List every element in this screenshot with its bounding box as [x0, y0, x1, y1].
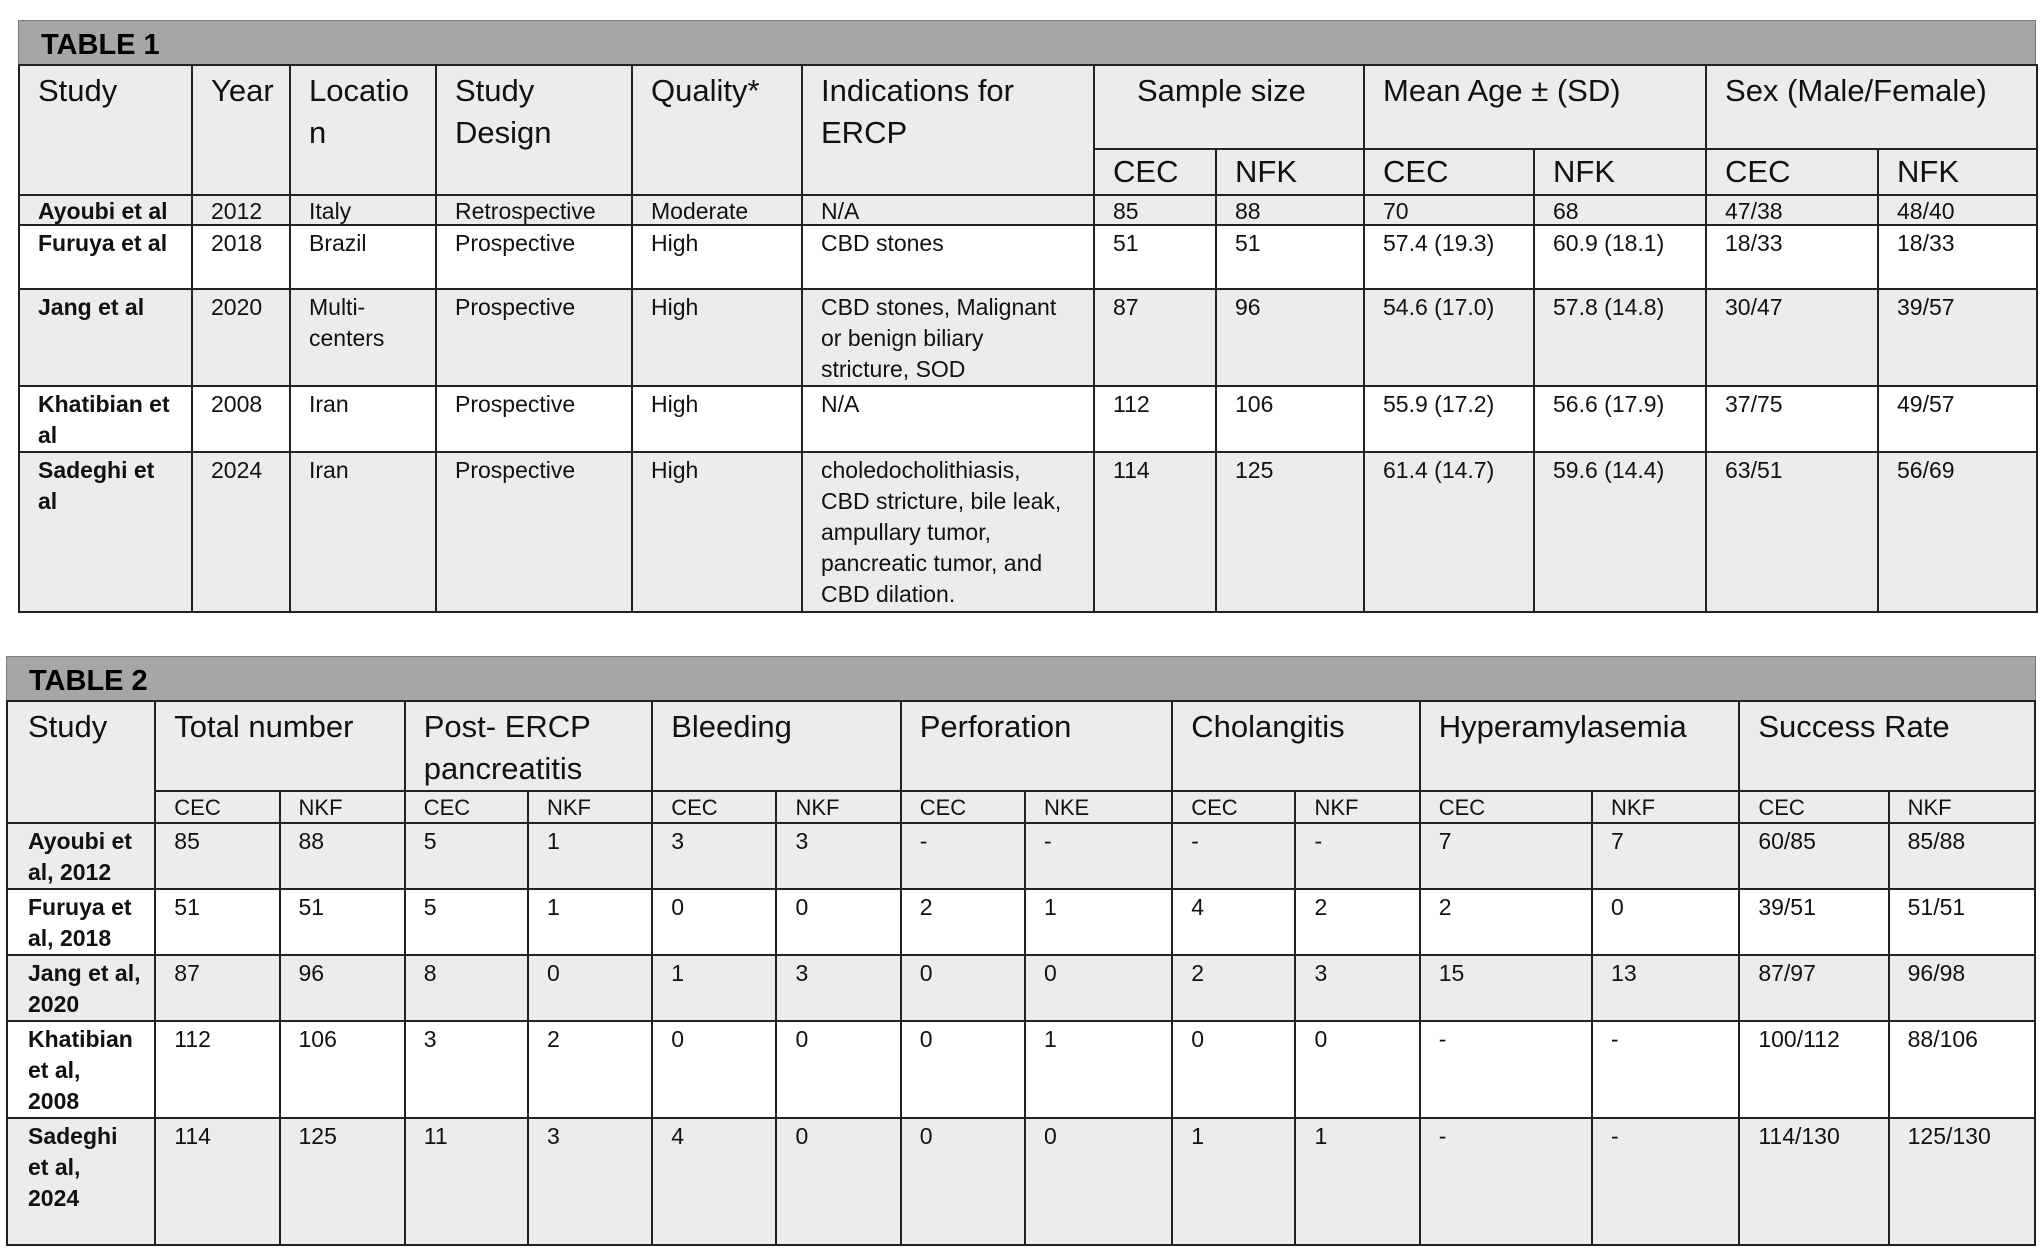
table-row [19, 386, 2037, 452]
t1-subheader-sex-nfk: NFK [1878, 149, 2037, 195]
t1-cell-indications: N/A [802, 195, 1094, 225]
t1-header-year: Year [192, 65, 290, 195]
t2-cell-value: 0 [776, 1021, 900, 1118]
t2-subheader-cec: CEC [1420, 791, 1592, 823]
t1-cell-year: 2024 [192, 452, 290, 612]
t2-cell-value: 2 [528, 1021, 652, 1118]
t2-subheader-nkf: NKF [1592, 791, 1739, 823]
t2-cell-value: 88/106 [1889, 1021, 2035, 1118]
t1-cell-age-nfk: 60.9 (18.1) [1534, 225, 1706, 289]
t2-cell-value: 0 [1592, 889, 1739, 955]
t2-cell-value: 3 [405, 1021, 528, 1118]
t2-cell-value: 125 [280, 1118, 405, 1245]
t1-cell-sex-cec: 18/33 [1706, 225, 1878, 289]
table-row [7, 955, 2035, 1021]
t2-cell-value: 5 [405, 823, 528, 889]
t1-cell-location: Iran [290, 452, 436, 612]
t1-cell-sample-cec: 51 [1094, 225, 1216, 289]
t2-cell-value: 100/112 [1739, 1021, 1888, 1118]
t1-cell-age-cec: 54.6 (17.0) [1364, 289, 1534, 386]
t1-cell-sex-cec: 63/51 [1706, 452, 1878, 612]
t1-cell-sex-nfk: 39/57 [1878, 289, 2037, 386]
t2-subheader-cec: CEC [1172, 791, 1295, 823]
t1-cell-design: Prospective [436, 452, 632, 612]
t1-cell-design: Retrospective [436, 195, 632, 225]
t1-cell-quality: High [632, 452, 802, 612]
t2-cell-value: 2 [1172, 955, 1295, 1021]
t2-cell-value: 96/98 [1889, 955, 2035, 1021]
t1-cell-indications: CBD stones [802, 225, 1094, 289]
t1-header-indications: Indications for ERCP [802, 65, 1094, 195]
t1-cell-sex-nfk: 56/69 [1878, 452, 2037, 612]
t1-cell-location: Italy [290, 195, 436, 225]
t1-cell-sex-cec: 47/38 [1706, 195, 1878, 225]
t1-cell-sample-nfk: 88 [1216, 195, 1364, 225]
t2-header-study: Study [7, 701, 155, 823]
t1-cell-age-cec: 55.9 (17.2) [1364, 386, 1534, 452]
t2-cell-value: 1 [652, 955, 776, 1021]
t1-subheader-sample-nfk: NFK [1216, 149, 1364, 195]
t2-cell-value: 51/51 [1889, 889, 2035, 955]
t1-subheader-sex-cec: CEC [1706, 149, 1878, 195]
t2-cell-value: 1 [528, 823, 652, 889]
t2-cell-value: 1 [1025, 889, 1172, 955]
t2-cell-value: - [1172, 823, 1295, 889]
t2-cell-study: Sadeghi et al, 2024 [7, 1118, 155, 1245]
t2-header-total: Total number [155, 701, 404, 791]
t1-cell-age-nfk: 59.6 (14.4) [1534, 452, 1706, 612]
t2-cell-value: 0 [776, 889, 900, 955]
t1-cell-sample-nfk: 106 [1216, 386, 1364, 452]
t2-subheader-cec: CEC [405, 791, 528, 823]
t2-cell-value: 125/130 [1889, 1118, 2035, 1245]
t1-cell-sex-cec: 37/75 [1706, 386, 1878, 452]
t2-cell-value: 114/130 [1739, 1118, 1888, 1245]
t1-cell-design: Prospective [436, 386, 632, 452]
t2-cell-value: 1 [1172, 1118, 1295, 1245]
table-row [7, 1118, 2035, 1245]
t2-subheader-nkf: NKF [1295, 791, 1419, 823]
t2-cell-value: - [1592, 1021, 1739, 1118]
t2-cell-value: 1 [1295, 1118, 1419, 1245]
t2-cell-value: 0 [1025, 955, 1172, 1021]
t2-cell-value: 106 [280, 1021, 405, 1118]
t2-cell-value: 87 [155, 955, 279, 1021]
t1-cell-quality: Moderate [632, 195, 802, 225]
t2-cell-value: 0 [901, 1118, 1025, 1245]
t2-cell-value: 114 [155, 1118, 279, 1245]
table-1-title: TABLE 1 [18, 20, 2036, 64]
t1-cell-sex-nfk: 48/40 [1878, 195, 2037, 225]
t1-cell-sex-nfk: 18/33 [1878, 225, 2037, 289]
t2-cell-value: - [1025, 823, 1172, 889]
t2-cell-value: 4 [1172, 889, 1295, 955]
t2-cell-value: 2 [1295, 889, 1419, 955]
t1-subheader-age-nfk: NFK [1534, 149, 1706, 195]
t2-cell-value: 85/88 [1889, 823, 2035, 889]
t2-cell-value: 51 [280, 889, 405, 955]
t2-cell-value: 3 [652, 823, 776, 889]
t1-cell-study: Ayoubi et al [19, 195, 192, 225]
t2-subheader-cec: CEC [652, 791, 776, 823]
t2-header-hyperamylasemia: Hyperamylasemia [1420, 701, 1740, 791]
t2-cell-value: 0 [1295, 1021, 1419, 1118]
t2-subheader-nkf: NKF [776, 791, 900, 823]
t2-cell-value: 0 [901, 1021, 1025, 1118]
t1-cell-location: Multi- centers [290, 289, 436, 386]
t2-subheader-nke: NKE [1025, 791, 1172, 823]
t1-cell-sex-cec: 30/47 [1706, 289, 1878, 386]
t1-cell-design: Prospective [436, 225, 632, 289]
t1-header-location: Locatio n [290, 65, 436, 195]
t2-cell-value: - [1420, 1118, 1592, 1245]
t2-cell-value: 88 [280, 823, 405, 889]
t2-cell-value: 0 [776, 1118, 900, 1245]
t2-cell-value: 0 [1025, 1118, 1172, 1245]
table-2 [6, 656, 2036, 1246]
t2-header-cholangitis: Cholangitis [1172, 701, 1419, 791]
t1-cell-sex-nfk: 49/57 [1878, 386, 2037, 452]
t1-header-study: Study [19, 65, 192, 195]
t2-cell-value: - [1420, 1021, 1592, 1118]
table-row [7, 1021, 2035, 1118]
table-row [19, 195, 2037, 225]
t2-cell-value: - [1295, 823, 1419, 889]
t2-cell-value: 51 [155, 889, 279, 955]
t1-cell-year: 2018 [192, 225, 290, 289]
t1-cell-quality: High [632, 386, 802, 452]
t2-cell-value: 85 [155, 823, 279, 889]
t1-cell-year: 2020 [192, 289, 290, 386]
t2-header-perforation: Perforation [901, 701, 1173, 791]
t1-header-mean-age: Mean Age ± (SD) [1364, 65, 1706, 149]
t1-cell-sample-cec: 114 [1094, 452, 1216, 612]
table-row [19, 225, 2037, 289]
t2-subheader-cec: CEC [1739, 791, 1888, 823]
t2-cell-value: 0 [528, 955, 652, 1021]
t2-subheader-cec: CEC [155, 791, 279, 823]
t1-cell-year: 2008 [192, 386, 290, 452]
t1-cell-age-cec: 57.4 (19.3) [1364, 225, 1534, 289]
t2-cell-value: 2 [1420, 889, 1592, 955]
table-2-grid [6, 700, 2036, 1246]
t1-cell-sample-cec: 85 [1094, 195, 1216, 225]
t2-cell-value: 11 [405, 1118, 528, 1245]
t1-cell-age-nfk: 68 [1534, 195, 1706, 225]
t2-cell-value: 7 [1592, 823, 1739, 889]
t2-subheader-nkf: NKF [1889, 791, 2035, 823]
t2-cell-value: 0 [652, 889, 776, 955]
t1-header-quality: Quality* [632, 65, 802, 195]
t2-cell-value: 112 [155, 1021, 279, 1118]
t2-cell-value: 87/97 [1739, 955, 1888, 1021]
t1-cell-age-nfk: 57.8 (14.8) [1534, 289, 1706, 386]
t2-subheader-nkf: NKF [528, 791, 652, 823]
t2-cell-value: 2 [901, 889, 1025, 955]
t1-cell-age-cec: 70 [1364, 195, 1534, 225]
table-1-grid [18, 64, 2038, 613]
t1-cell-quality: High [632, 225, 802, 289]
t2-cell-study: Furuya et al, 2018 [7, 889, 155, 955]
t1-cell-location: Iran [290, 386, 436, 452]
table-row [7, 889, 2035, 955]
table-row [19, 289, 2037, 386]
t2-cell-value: 13 [1592, 955, 1739, 1021]
t1-cell-indications: N/A [802, 386, 1094, 452]
t1-cell-quality: High [632, 289, 802, 386]
t1-subheader-sample-cec: CEC [1094, 149, 1216, 195]
t1-cell-sample-nfk: 96 [1216, 289, 1364, 386]
t1-header-design: Study Design [436, 65, 632, 195]
t2-subheader-nkf: NKF [280, 791, 405, 823]
t2-cell-value: 15 [1420, 955, 1592, 1021]
t1-cell-indications: CBD stones, Malignant or benign biliary stricture, SOD [802, 289, 1094, 386]
t2-cell-value: 4 [652, 1118, 776, 1245]
t1-cell-sample-cec: 112 [1094, 386, 1216, 452]
t2-cell-value: - [1592, 1118, 1739, 1245]
table-2-title: TABLE 2 [6, 656, 2036, 700]
t1-header-sample-size: Sample size [1094, 65, 1364, 149]
t2-cell-value: 5 [405, 889, 528, 955]
t1-cell-age-cec: 61.4 (14.7) [1364, 452, 1534, 612]
t2-cell-value: 1 [528, 889, 652, 955]
t2-cell-value: 0 [1172, 1021, 1295, 1118]
t1-cell-study: Jang et al [19, 289, 192, 386]
t1-cell-sample-cec: 87 [1094, 289, 1216, 386]
t2-cell-value: 3 [528, 1118, 652, 1245]
t1-cell-year: 2012 [192, 195, 290, 225]
t2-cell-value: 96 [280, 955, 405, 1021]
t1-cell-design: Prospective [436, 289, 632, 386]
t2-header-bleeding: Bleeding [652, 701, 900, 791]
t1-cell-location: Brazil [290, 225, 436, 289]
t2-cell-value: 60/85 [1739, 823, 1888, 889]
t2-cell-study: Ayoubi et al, 2012 [7, 823, 155, 889]
t2-cell-value: 8 [405, 955, 528, 1021]
t1-cell-sample-nfk: 125 [1216, 452, 1364, 612]
t2-cell-value: 0 [652, 1021, 776, 1118]
t1-cell-study: Furuya et al [19, 225, 192, 289]
t2-cell-value: 1 [1025, 1021, 1172, 1118]
t2-cell-value: 39/51 [1739, 889, 1888, 955]
t2-header-pep: Post- ERCP pancreatitis [405, 701, 652, 791]
t2-cell-value: 3 [776, 823, 900, 889]
t1-cell-study: Sadeghi et al [19, 452, 192, 612]
t2-cell-value: 7 [1420, 823, 1592, 889]
table-row [19, 452, 2037, 612]
t1-cell-study: Khatibian et al [19, 386, 192, 452]
t1-cell-age-nfk: 56.6 (17.9) [1534, 386, 1706, 452]
t1-header-sex: Sex (Male/Female) [1706, 65, 2037, 149]
t2-cell-study: Jang et al, 2020 [7, 955, 155, 1021]
t2-subheader-cec: CEC [901, 791, 1025, 823]
t2-cell-value: 3 [1295, 955, 1419, 1021]
t1-cell-indications: choledocholithiasis, CBD stricture, bile leak, ampullary tumor, pancreatic tumor, and CBD dilation. [802, 452, 1094, 612]
table-1 [18, 20, 2036, 613]
t2-cell-value: - [901, 823, 1025, 889]
table-row [7, 823, 2035, 889]
t2-cell-value: 0 [901, 955, 1025, 1021]
t2-cell-value: 3 [776, 955, 900, 1021]
t2-cell-study: Khatibian et al, 2008 [7, 1021, 155, 1118]
t1-subheader-age-cec: CEC [1364, 149, 1534, 195]
t2-header-success: Success Rate [1739, 701, 2035, 791]
t1-cell-sample-nfk: 51 [1216, 225, 1364, 289]
